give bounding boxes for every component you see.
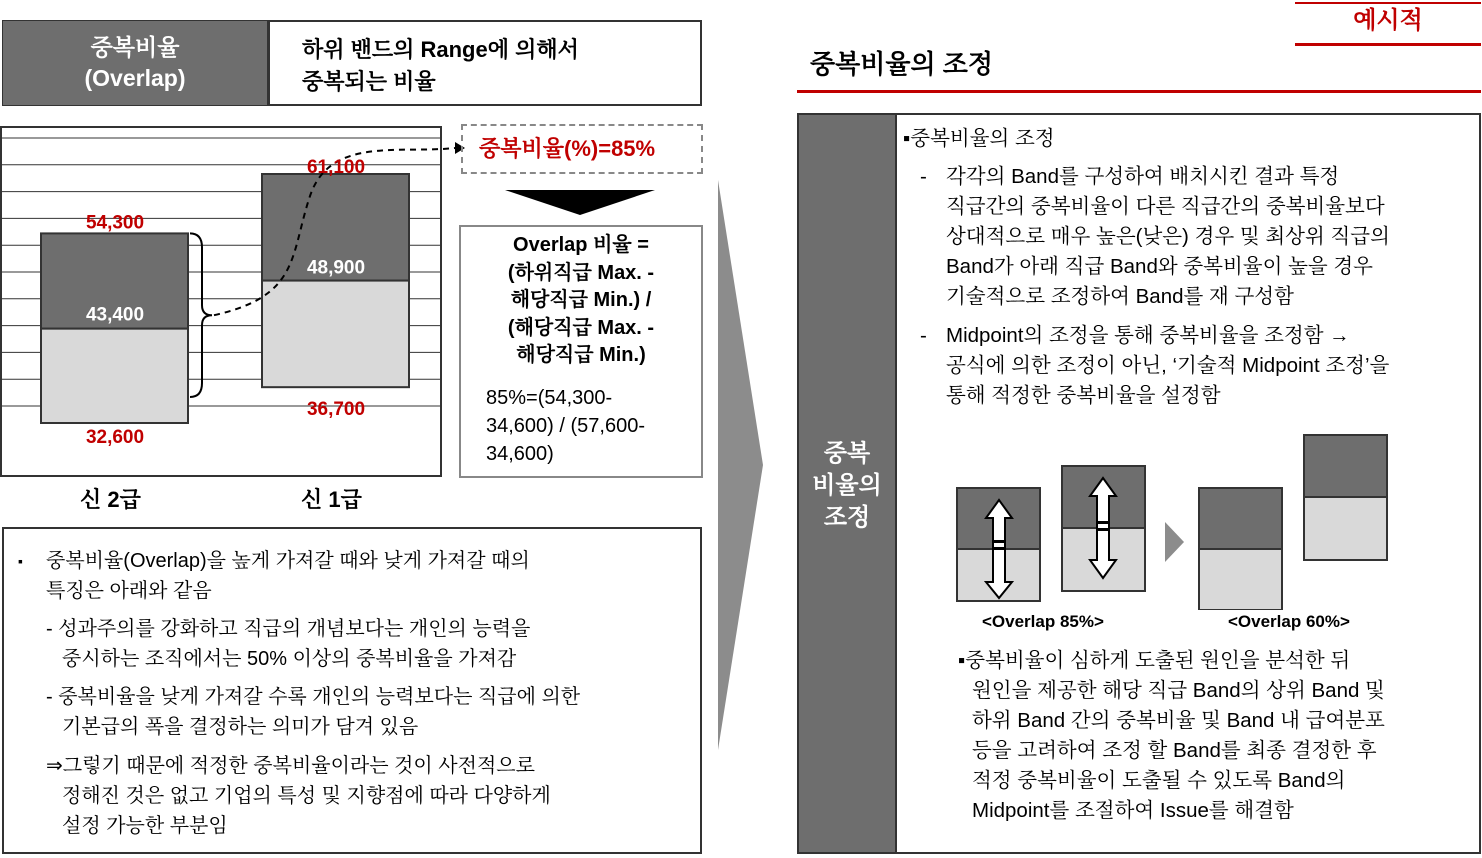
overlap-callout: 중복비율(%)=85%	[461, 124, 703, 174]
value-label-g2-mid: 43,400	[85, 304, 145, 326]
p1-line: 각각의 Band를 구성하여 배치시킨 결과 특정	[946, 165, 1340, 188]
band-upper	[1304, 435, 1387, 497]
p3-line: Midpoint를 조절하여 Issue를 해결함	[972, 799, 1294, 822]
band-lower	[262, 281, 409, 388]
p3-line: 하위 Band 간의 중복비율 및 Band 내 급여분포	[972, 709, 1385, 732]
p2-line: Midpoint의 조정을 통해 중복비율을 조정함 →	[946, 324, 1350, 347]
definition-label-line2: (Overlap)	[84, 65, 186, 91]
definition-label	[2, 20, 268, 106]
example-badge: 예시적	[1295, 0, 1481, 46]
definition-text-line2: 중복되는 비율	[302, 69, 436, 94]
notes-item1-line2: 중시하는 조직에서는 50% 이상의 중복비율을 가져감	[62, 648, 517, 670]
formula-calculation	[486, 384, 696, 468]
p1-line: 상대적으로 매우 높은(낮은) 경우 및 최상위 직급의	[946, 225, 1390, 248]
calc-line: 34,600) / (57,600-	[486, 415, 645, 437]
side-label-line: 중복	[823, 440, 871, 467]
overlap-85-label: <Overlap 85%>	[982, 612, 1104, 631]
p3-line: 원인을 제공한 해당 직급 Band의 상위 Band 및	[972, 679, 1385, 702]
definition-text	[268, 20, 702, 106]
formula-line: 해당직급 Min.) /	[510, 289, 652, 311]
value-label-g1-min: 36,700	[306, 399, 366, 421]
notes-item3-line1: ⇒그렇기 때문에 적정한 중복비율이라는 것이 사전적으로	[46, 755, 535, 777]
down-arrow-icon	[505, 190, 655, 220]
band-lower	[41, 329, 188, 423]
p3-line: 등을 고려하여 조정 할 Band를 최종 결정한 후	[972, 739, 1377, 762]
notes-item3-line3: 설정 가능한 부분임	[62, 815, 228, 837]
band-lower	[1199, 549, 1282, 610]
formula-line: (해당직급 Max. -	[507, 316, 655, 339]
p3-line: ▪중복비율이 심하게 도출된 원인을 분석한 뒤	[958, 649, 1351, 672]
p3-line: 적정 중복비율이 도출될 수 있도록 Band의	[972, 769, 1346, 792]
category-label-g2: 신 2급	[80, 487, 141, 512]
value-label-g1-max: 61,100	[306, 157, 366, 178]
p1-line: 기술적으로 조정하여 Band를 재 구성함	[946, 285, 1294, 308]
value-label-g1-mid: 48,900	[306, 257, 366, 279]
definition-label-line1: 중복비율	[90, 34, 180, 60]
chevron-right-icon	[718, 180, 768, 750]
right-title: 중복비율의 조정	[810, 49, 994, 79]
formula-line: (하위직급 Max. -	[507, 261, 655, 284]
dash: -	[920, 324, 927, 347]
notes-item2-line1: - 중복비율을 낮게 가져갈 수록 개인의 능력보다는 직급에 의한	[46, 686, 581, 708]
definition-text-line1: 하위 밴드의 Range에 의해서	[302, 37, 579, 62]
overlap-60-label: <Overlap 60%>	[1228, 612, 1350, 631]
notes-item2-line2: 기본급의 폭을 결정하는 의미가 담겨 있음	[62, 716, 419, 738]
side-label-line: 조정	[823, 504, 871, 531]
calc-line: 34,600)	[486, 443, 554, 465]
adjust-heading: ▪중복비율의 조정	[903, 127, 1055, 150]
dash: -	[920, 165, 927, 188]
notes-intro-line2: 특징은 아래와 같음	[46, 580, 212, 602]
formula-line: Overlap 비율 =	[513, 234, 649, 256]
overlap-illustration	[940, 430, 1400, 610]
side-label-line: 비율의	[812, 472, 882, 499]
side-label	[799, 438, 895, 534]
chevron-right-icon	[1165, 522, 1184, 562]
formula-line: 해당직급 Min.)	[516, 344, 646, 366]
value-label-g2-min: 32,600	[85, 427, 145, 448]
p1-line: Band가 아래 직급 Band와 중복비율이 높을 경우	[946, 255, 1373, 278]
notes-item1-line1: - 성과주의를 강화하고 직급의 개념보다는 개인의 능력을	[46, 618, 531, 640]
notes-bullet: ▪	[18, 553, 23, 569]
category-label-g1: 신 1급	[301, 487, 362, 512]
p2-line: 공식에 의한 조정이 아닌, ‘기술적 Midpoint 조정’을	[946, 354, 1390, 377]
overlap-brace	[190, 233, 212, 397]
band-upper	[1199, 488, 1282, 549]
band-lower	[1304, 497, 1387, 560]
p1-line: 직급간의 중복비율이 다른 직급간의 중복비율보다	[946, 195, 1385, 218]
notes-item3-line2: 정해진 것은 없고 기업의 특성 및 지향점에 따라 다양하게	[62, 785, 551, 807]
formula-title	[459, 232, 703, 370]
value-label-g2-max: 54,300	[85, 212, 145, 234]
p2-line: 통해 적정한 중복비율을 설정함	[946, 384, 1221, 407]
calc-line: 85%=(54,300-	[486, 387, 613, 409]
right-title-rule	[797, 90, 1481, 93]
notes-intro-line1: 중복비율(Overlap)을 높게 가져갈 때와 낮게 가져갈 때의	[46, 550, 530, 572]
